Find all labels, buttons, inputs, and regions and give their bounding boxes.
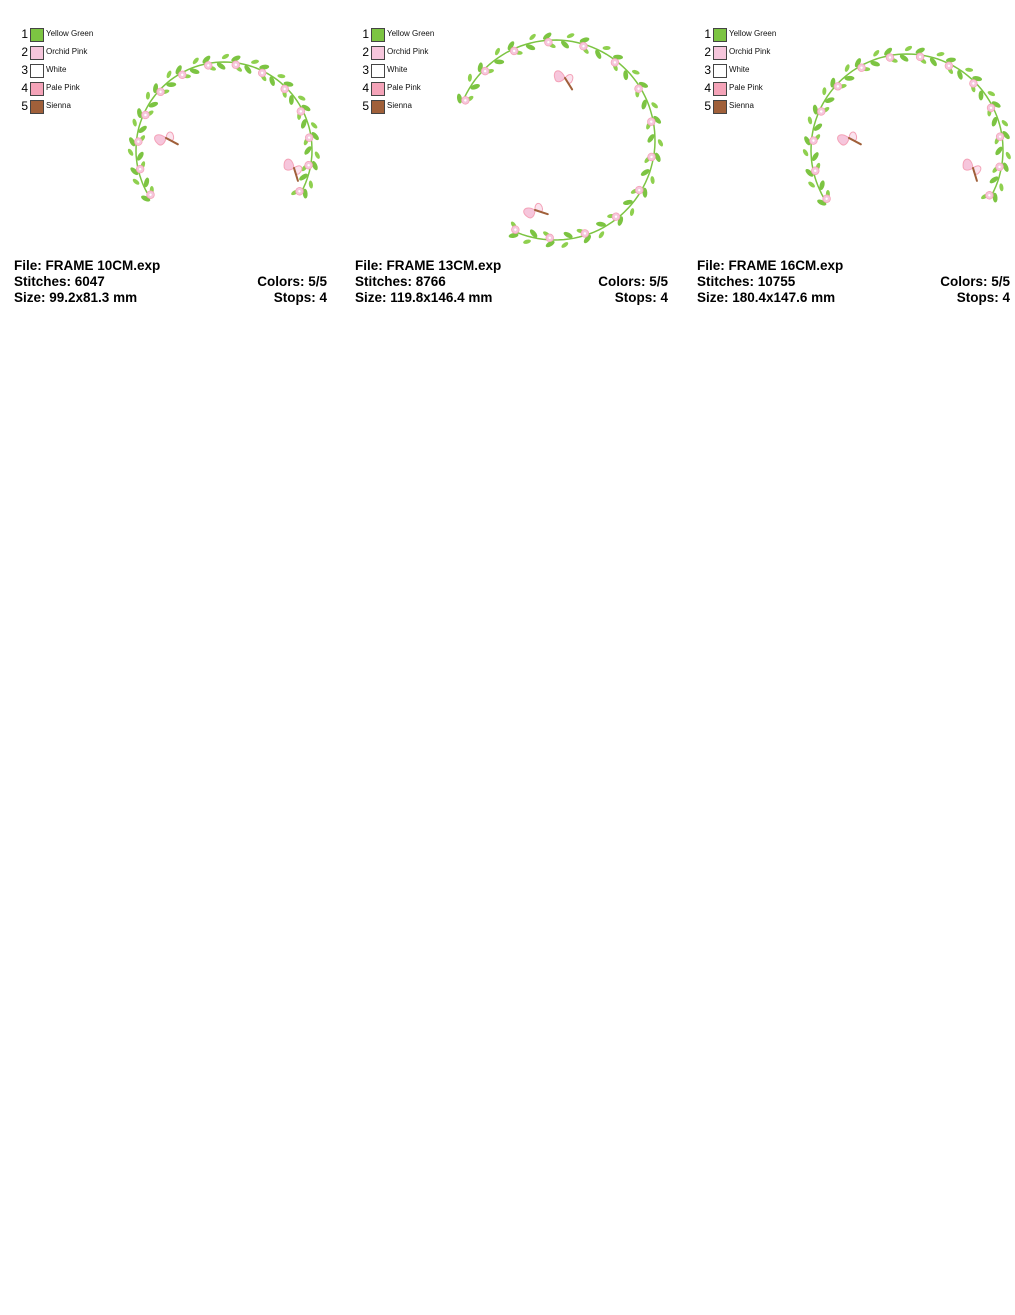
leaf-cluster — [913, 45, 930, 65]
design-info — [14, 258, 327, 306]
leaf-cluster — [128, 160, 149, 178]
leaf-cluster — [137, 184, 160, 205]
legend-label: Orchid Pink — [387, 47, 429, 56]
leaf-cluster — [982, 97, 1004, 118]
leaf-cluster — [605, 50, 627, 73]
legend-number: 4 — [362, 81, 369, 95]
design-info — [697, 258, 1010, 306]
legend-number: 3 — [362, 63, 369, 77]
embroidery-design-preview — [697, 0, 1015, 250]
butterfly-motif — [837, 129, 861, 151]
leaf-cluster — [504, 220, 525, 242]
leaf-cluster — [200, 53, 217, 73]
legend-number: 2 — [362, 45, 369, 59]
leaf-cluster — [979, 186, 1002, 207]
design-size: Size: 119.8x146.4 mm — [355, 290, 493, 305]
butterfly-motif — [522, 200, 547, 224]
stitch-count: Stitches: 10755 — [697, 274, 796, 289]
legend-number: 2 — [704, 45, 711, 59]
file-name: File: FRAME 10CM.exp — [14, 258, 161, 273]
legend-number: 4 — [21, 81, 28, 95]
embroidery-design-preview — [14, 0, 349, 250]
leaf-cluster — [300, 158, 321, 176]
stitch-count: Stitches: 8766 — [355, 274, 446, 289]
butterfly-motif — [154, 129, 178, 151]
legend-label: Pale Pink — [729, 83, 763, 92]
leaf-cluster — [882, 45, 899, 65]
embroidery-design-preview — [355, 0, 690, 250]
leaf-cluster — [991, 159, 1012, 177]
stop-count: Stops: 4 — [614, 290, 668, 305]
legend-label: Orchid Pink — [46, 47, 88, 56]
stop-count: Stops: 4 — [273, 290, 327, 305]
leaf-cluster — [504, 38, 524, 60]
design-panel-frame-13cm — [355, 0, 690, 320]
butterfly-motif — [959, 158, 984, 181]
leaf-cluster — [643, 114, 663, 131]
legend-number: 5 — [362, 99, 369, 113]
vine-stem — [811, 54, 1003, 198]
legend-number: 1 — [704, 27, 711, 41]
legend-number: 3 — [704, 63, 711, 77]
legend-label: Pale Pink — [387, 83, 421, 92]
legend-label: Yellow Green — [387, 29, 435, 38]
color-count: Colors: 5/5 — [940, 274, 1010, 289]
stop-count: Stops: 4 — [956, 290, 1010, 305]
design-info — [355, 258, 668, 306]
butterfly-motif — [552, 70, 575, 89]
leaf-cluster — [643, 149, 664, 167]
legend-number: 1 — [21, 27, 28, 41]
legend-number: 1 — [362, 27, 369, 41]
legend-label: White — [729, 65, 750, 74]
leaf-cluster — [629, 181, 652, 203]
leaf-cluster — [292, 101, 314, 122]
file-name: File: FRAME 13CM.exp — [355, 258, 502, 273]
legend-number: 3 — [21, 63, 28, 77]
legend-label: White — [387, 65, 408, 74]
legend-label: Sienna — [387, 101, 412, 110]
design-panel-frame-16cm — [697, 0, 1015, 320]
legend-label: White — [46, 65, 67, 74]
leaf-cluster — [851, 54, 872, 77]
legend-number: 5 — [704, 99, 711, 113]
leaf-cluster — [575, 34, 594, 56]
legend-label: Pale Pink — [46, 83, 80, 92]
color-count: Colors: 5/5 — [598, 274, 668, 289]
leaf-cluster — [575, 225, 594, 246]
legend-label: Sienna — [46, 101, 71, 110]
legend-label: Orchid Pink — [729, 47, 771, 56]
legend-label: Yellow Green — [729, 29, 777, 38]
leaf-cluster — [289, 182, 312, 203]
legend-number: 4 — [704, 81, 711, 95]
legend-number: 5 — [21, 99, 28, 113]
file-name: File: FRAME 16CM.exp — [697, 258, 844, 273]
leaf-cluster — [605, 207, 627, 230]
design-panel-frame-10cm — [14, 0, 349, 320]
leaf-cluster — [453, 89, 475, 110]
legend-label: Sienna — [729, 101, 754, 110]
leaf-cluster — [172, 61, 193, 84]
legend-number: 2 — [21, 45, 28, 59]
design-size: Size: 99.2x81.3 mm — [14, 290, 138, 305]
leaf-cluster — [629, 78, 652, 99]
leaf-cluster — [803, 162, 824, 180]
color-count: Colors: 5/5 — [257, 274, 327, 289]
design-size: Size: 180.4x147.6 mm — [697, 290, 836, 305]
stitch-count: Stitches: 6047 — [14, 274, 105, 289]
legend-label: Yellow Green — [46, 29, 94, 38]
leaf-cluster — [813, 188, 836, 209]
